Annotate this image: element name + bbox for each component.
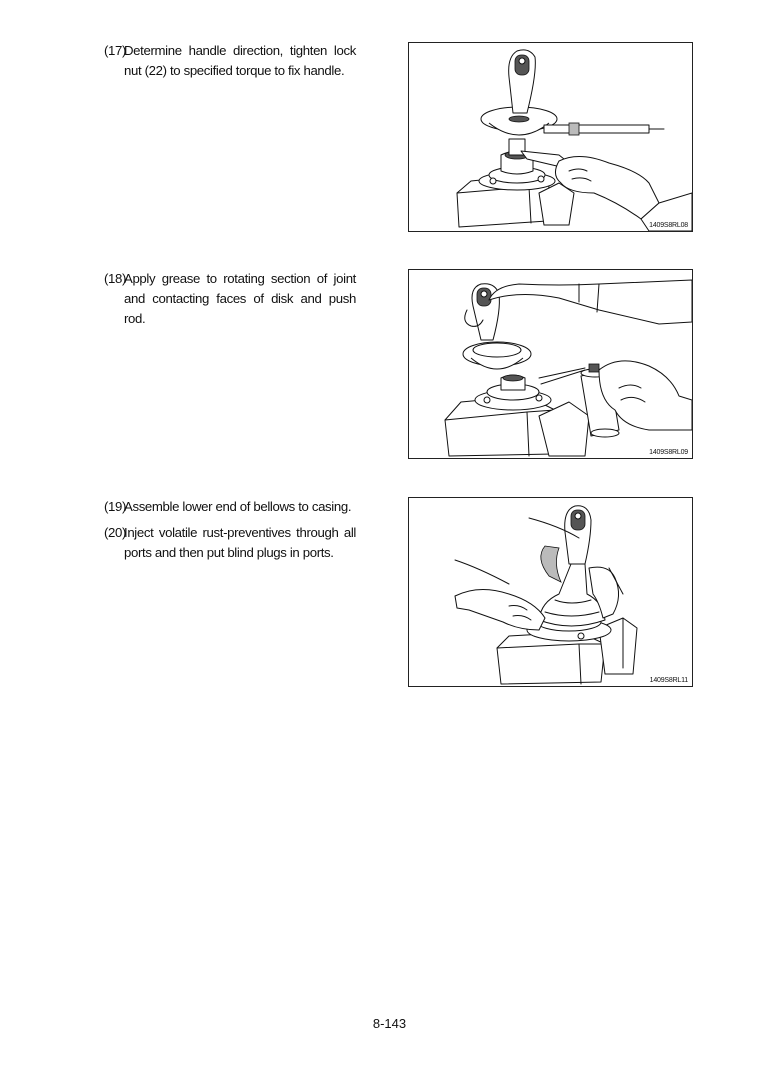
step-text: Determine handle direction, tighten lock nut (22) to specified torque to fix handle.: [124, 43, 356, 78]
page-number: 8-143: [372, 1016, 407, 1031]
bellows-assembly-illustration: [409, 498, 692, 686]
step-20: [104, 523, 356, 563]
grease-application-illustration: [409, 270, 692, 458]
step-text: Apply grease to rotating section of joint and contacting faces of disk and push rod.: [124, 271, 356, 326]
step-17: [104, 41, 356, 81]
figure-bellows-assembly: [408, 497, 693, 687]
step-text: Inject volatile rust-preventives through all ports and then put blind plugs in ports.: [124, 525, 356, 560]
figure-grease-application: [408, 269, 693, 459]
figure-handle-tightening: [408, 42, 693, 232]
handle-tightening-illustration: [409, 43, 692, 231]
figure-code: 1409S8RL11: [649, 677, 688, 684]
step-18: [104, 269, 356, 329]
step-number: (18): [104, 271, 127, 286]
step-number: (17): [104, 43, 127, 58]
step-number: (19): [104, 499, 127, 514]
step-text: Assemble lower end of bellows to casing.: [124, 499, 352, 514]
step-number: (20): [104, 525, 127, 540]
figure-code: 1409S8RL08: [649, 222, 688, 229]
step-19: [104, 497, 356, 517]
figure-code: 1409S8RL09: [649, 449, 688, 456]
